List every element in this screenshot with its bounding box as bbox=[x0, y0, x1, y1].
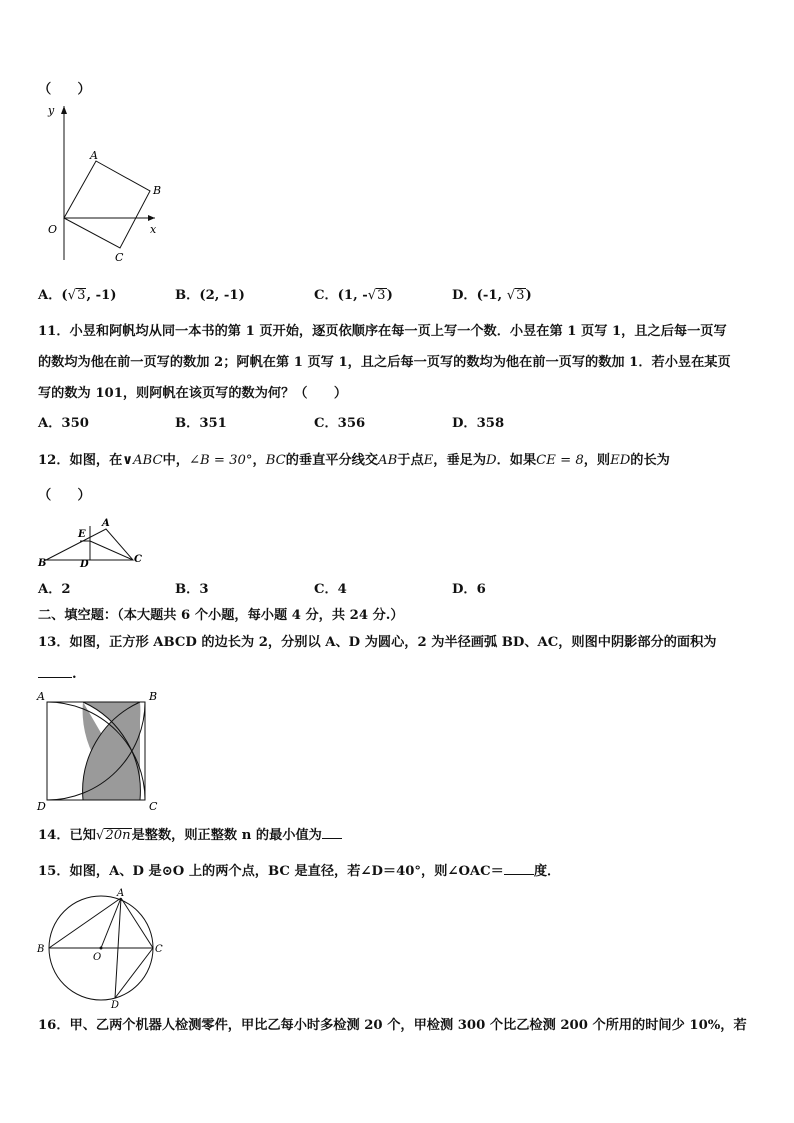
q16-line-1: 16．甲、乙两个机器人检测零件，甲比乙每小时多检测 20 个，甲检测 300 个比乙检测 200 个所用的时间少 10%，若 bbox=[38, 1018, 747, 1033]
q12-line-1: 12．如图，在∨ABC中，∠B = 30°，BC的垂直平分线交AB于点E，垂足为D．如果CE = 8，则ED的长为 bbox=[38, 453, 670, 468]
q15-label-c: C bbox=[155, 944, 163, 955]
q10-option-d: D．(-1, √3) bbox=[452, 288, 532, 303]
q15-line: 15．如图，A、D 是⊙O 上的两个点，BC 是直径，若∠D＝40°，则∠OAC＝ 度． bbox=[38, 864, 561, 879]
q10-option-c: C．(1, -√3) bbox=[314, 288, 393, 303]
section-2-heading: 二、填空题：（本大题共 6 个小题，每小题 4 分，共 24 分.） bbox=[38, 608, 404, 623]
q10-stem-end: （ ） bbox=[38, 82, 91, 97]
q13-label-c: C bbox=[149, 800, 158, 813]
q13-label-d: D bbox=[37, 800, 46, 813]
q10-figure bbox=[30, 98, 170, 268]
q10-label-a: A bbox=[90, 149, 98, 162]
q12-stem-end: （ ） bbox=[38, 488, 91, 503]
q11-line-3: 写的数为 101，则阿帆在该页写的数为何？（ ） bbox=[38, 386, 348, 401]
q14-line: 14．已知√20n是整数，则正整数 n 的最小值为 bbox=[38, 826, 342, 846]
q11-line-2: 的数均为他在前一页写的数加 2；阿帆在第 1 页写 1，且之后每一页写的数均为他在前一页写的数加 1．若小昱在某页 bbox=[38, 355, 731, 370]
q12-label-e: E bbox=[78, 529, 86, 540]
q11-option-d: D．358 bbox=[452, 416, 505, 431]
q10-label-c: C bbox=[115, 251, 124, 264]
q12-option-c: C．4 bbox=[314, 582, 347, 597]
q12-option-a: A．2 bbox=[38, 582, 71, 597]
q12-label-c: C bbox=[134, 554, 142, 565]
q15-label-b: B bbox=[37, 944, 45, 955]
q11-option-b: B．351 bbox=[175, 416, 227, 431]
q10-label-b: B bbox=[153, 184, 162, 197]
q12-option-d: D．6 bbox=[452, 582, 486, 597]
q12-figure bbox=[38, 514, 148, 570]
q15-label-o: O bbox=[93, 952, 102, 963]
q12-label-d: D bbox=[80, 559, 89, 570]
q12-option-b: B．3 bbox=[175, 582, 209, 597]
q11-option-c: C．356 bbox=[314, 416, 366, 431]
q10-option-a: A．(√3, -1) bbox=[38, 288, 117, 303]
q15-figure bbox=[35, 888, 165, 1010]
q10-label-x: x bbox=[150, 223, 157, 236]
q10-option-b: B．(2, -1) bbox=[175, 288, 245, 303]
q13-line-2: . bbox=[38, 665, 77, 685]
q13-figure bbox=[35, 690, 165, 815]
q10-label-y: y bbox=[48, 104, 55, 117]
q15-label-a: A bbox=[117, 888, 125, 899]
q11-line-1: 11．小昱和阿帆均从同一本书的第 1 页开始，逐页依顺序在每一页上写一个数．小昱在第 1 页写 1，且之后每一页写 bbox=[38, 324, 727, 339]
q13-label-b: B bbox=[149, 690, 158, 703]
q12-label-b: B bbox=[38, 558, 47, 569]
q10-label-o: O bbox=[48, 223, 58, 236]
q11-option-a: A．350 bbox=[38, 416, 89, 431]
q13-label-a: A bbox=[37, 690, 45, 703]
q15-label-d: D bbox=[111, 1000, 120, 1011]
q13-line-1: 13．如图，正方形 ABCD 的边长为 2，分别以 A、D 为圆心，2 为半径画弧 BD、AC，则图中阴影部分的面积为 bbox=[38, 635, 717, 650]
q12-label-a: A bbox=[102, 518, 110, 529]
